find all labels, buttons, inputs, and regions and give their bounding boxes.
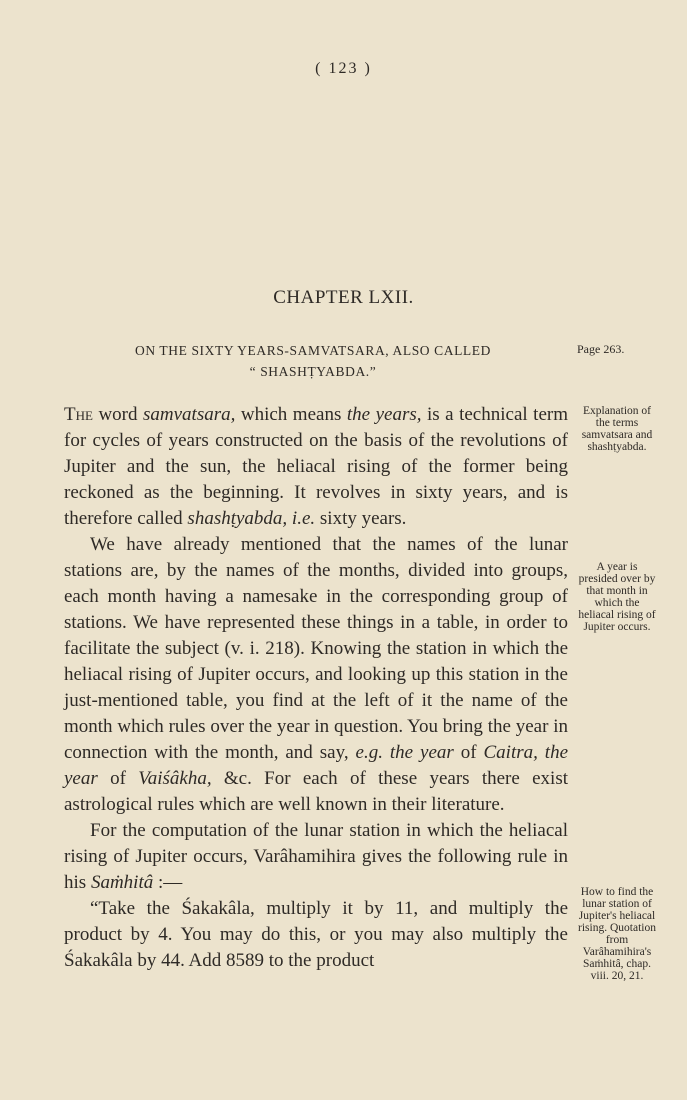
text-run: &c. For each of these years there exist astrological rules which are well known in their literature. — [64, 768, 569, 815]
text-run: word — [92, 404, 143, 425]
text-run: For the computation of the lunar station in which the heliacal rising of Jupiter occurs, Varâhamihira gives the following rule in his — [64, 820, 568, 893]
italic-run: the years, — [346, 404, 422, 425]
subtitle-line-2: “ SHASHṬYABDA.” — [249, 364, 377, 379]
page-reference: Page 263. — [577, 342, 625, 356]
text-run: “Take the Śakakâla, multiply it by 11, and multiply the product by 4. You may do this, or you may also multiply the Śakakâla by 44. Add 8589 to the product — [64, 898, 568, 971]
chapter-subtitle — [60, 340, 566, 382]
text-run: sixty years. — [315, 508, 407, 529]
text-run: of — [97, 768, 139, 789]
text-run: is a technical term for cycles of years constructed on the basis of the revolutions of Jupiter and the sun, the heliacal rising of the former being reckoned as the beginning. It revolves in sixty years, and is therefore called — [64, 404, 568, 529]
paragraph-4 — [64, 896, 568, 974]
italic-run: samvatsara, — [143, 404, 236, 425]
text-run: We have already mentioned that the names of the lunar stations are, by the names of the months, divided into groups, each month having a namesake in the corresponding group of stations. We have represented these things in a table, in order to facilitate the subject (v. i. 218). Knowing the station in which the heliacal rising of Jupiter occurs, and looking up this station in the just-mentioned table, you find at the left of it the name of the month which rules over the year in question. You bring the year in connection with the month, and say, — [64, 534, 568, 763]
paragraph-3 — [64, 818, 568, 896]
italic-run: e.g. the year — [355, 742, 454, 763]
smallcaps-run: The — [64, 404, 93, 425]
page-number: ( 123 ) — [315, 60, 372, 77]
paragraph-2 — [64, 532, 568, 818]
text-run: of — [453, 742, 484, 763]
subtitle-line-1: ON THE SIXTY YEARS-SAMVATSARA, ALSO CALLED — [135, 343, 491, 358]
margin-note-year-presided: A year is presided over by that month in which the heliacal rising of Jupiter occurs. — [578, 561, 656, 633]
italic-run: Vaiśâkha, — [138, 768, 212, 789]
margin-note-explanation: Explanation of the terms samvatsara and shashṭyabda. — [581, 405, 653, 453]
italic-run: Saṁhitâ — [90, 872, 154, 893]
body-text — [64, 402, 568, 974]
text-run: :— — [153, 872, 183, 893]
italic-run: shashṭyabda, i.e. — [187, 508, 316, 529]
italic-run: Caitra, the year — [64, 742, 569, 789]
paragraph-1 — [64, 402, 568, 532]
chapter-title: CHAPTER LXII. — [273, 287, 414, 308]
margin-note-computation: How to find the lunar station of Jupiter's heliacal rising. Quotation from Varâhamihira's Saṁhitâ, chap. viii. 20, 21. — [578, 886, 656, 982]
text-run: which means — [235, 404, 347, 425]
